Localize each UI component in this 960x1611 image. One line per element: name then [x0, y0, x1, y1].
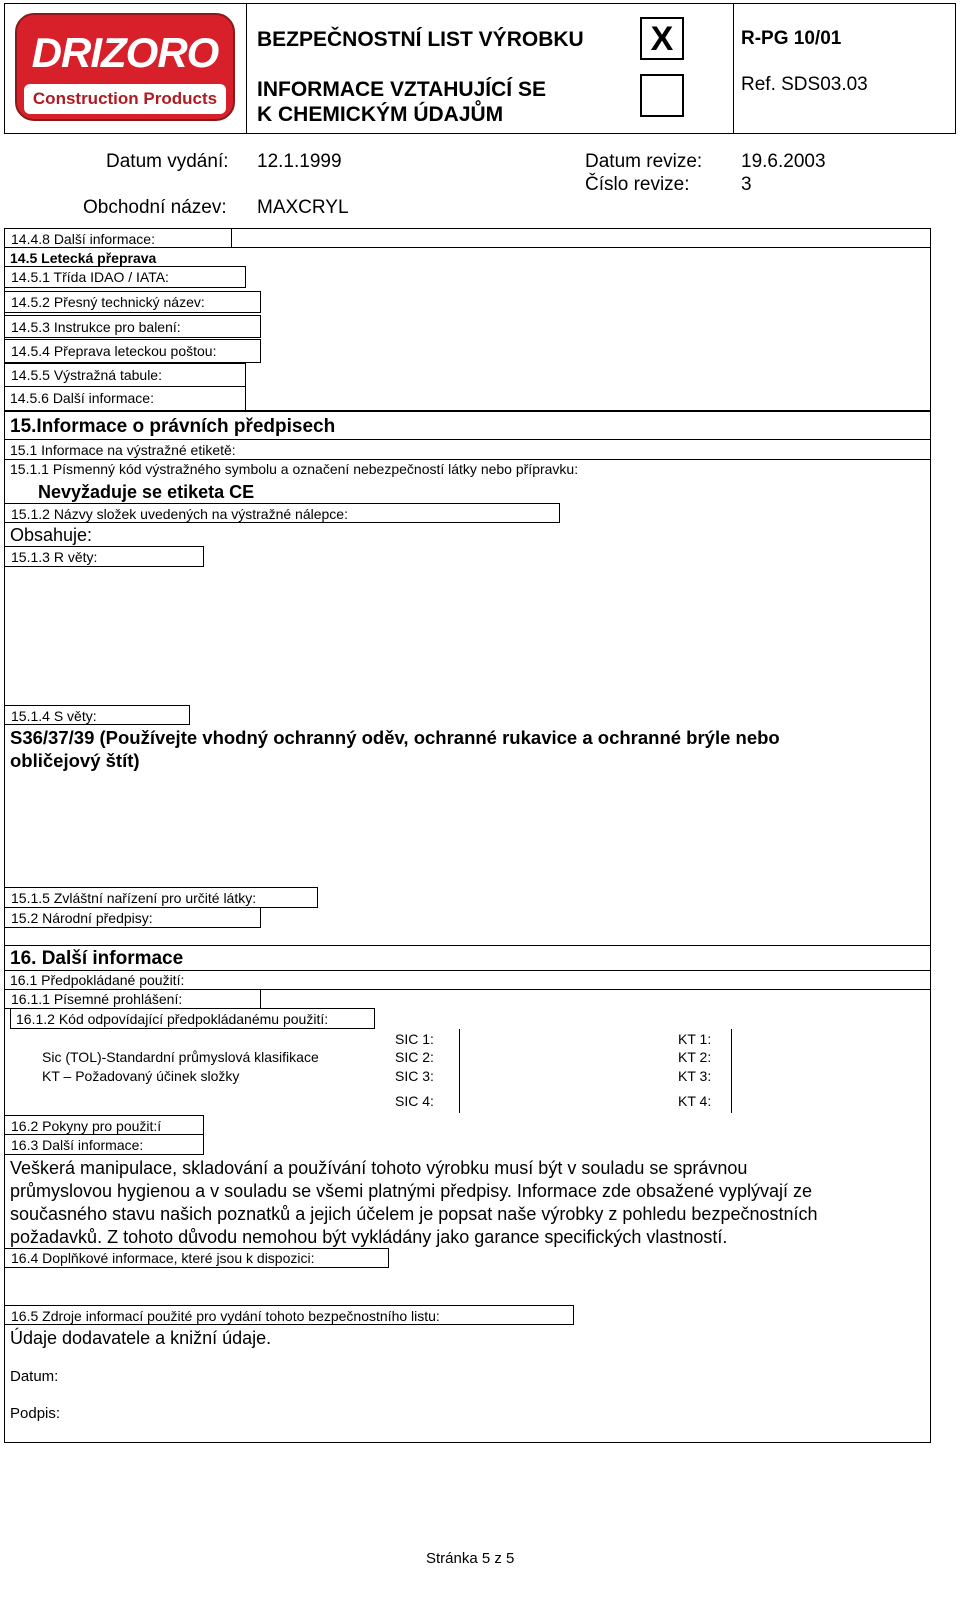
label-15-2: 15.2 Národní předpisy: [11, 910, 153, 926]
kt-column-line [731, 1029, 732, 1113]
checkbox-mark: X [650, 20, 674, 58]
field-16-4 [4, 1248, 389, 1268]
logo-subtext: Construction Products [32, 89, 218, 108]
field-14-5-5 [4, 363, 246, 387]
field-14-5-3 [4, 315, 261, 338]
label-15-1-5: 15.1.5 Zvláštní nařízení pro určité látky: [11, 890, 257, 906]
document-title: BEZPEČNOSTNÍ LIST VÝROBKU [257, 28, 584, 51]
field-15-1-5 [4, 887, 318, 908]
label-14-5-5: 14.5.5 Výstražná tabule: [11, 367, 162, 383]
issue-date-label: Datum vydání: [106, 151, 229, 172]
label-14-5-1: 14.5.1 Třída IDAO / IATA: [11, 269, 169, 285]
label-15-1-3: 15.1.3 R věty: [11, 549, 98, 565]
field-14-5-1 [4, 266, 246, 288]
header-divider-2 [733, 3, 734, 134]
field-15-2 [4, 907, 261, 928]
value-16-5: Údaje dodavatele a knižní údaje. [10, 1328, 272, 1348]
field-15-1-2 [4, 503, 560, 523]
label-16-4: 16.4 Doplňkové informace, které jsou k dispozici: [11, 1250, 315, 1266]
company-logo [14, 12, 236, 122]
revision-number-value: 3 [741, 174, 752, 195]
label-15-1-1: 15.1.1 Písmenný kód výstražného symbolu a označení nebezpečností látky nebo přípravku: [10, 461, 579, 477]
revision-date-value: 19.6.2003 [741, 151, 826, 172]
field-16-3 [4, 1134, 204, 1155]
checkbox-chemical-info[interactable] [640, 74, 684, 117]
label-15-1-2: 15.1.2 Názvy složek uvedených na výstražné nálepce: [11, 506, 348, 522]
sic-description: Sic (TOL)-Standardní průmyslová klasifikace [42, 1049, 319, 1065]
sic-4-label: SIC 4: [395, 1093, 434, 1109]
field-14-5-2 [4, 291, 261, 313]
value-15-1-1: Nevyžaduje se etiketa CE [38, 482, 255, 502]
label-16-1: 16.1 Předpokládané použití: [10, 972, 185, 988]
sic-1-label: SIC 1: [395, 1031, 434, 1047]
trade-name-label: Obchodní název: [83, 197, 227, 218]
value-15-1-2: Obsahuje: [10, 525, 93, 545]
field-15-1-4 [4, 705, 190, 725]
sic-2-label: SIC 2: [395, 1049, 434, 1065]
kt-4-label: KT 4: [678, 1093, 712, 1109]
trade-name-value: MAXCRYL [257, 197, 349, 218]
label-16-1-1: 16.1.1 Písemné prohlášení: [11, 991, 183, 1007]
document-subtitle-line2: K CHEMICKÝM ÚDAJŮM [257, 103, 504, 126]
field-16-1-2 [10, 1008, 375, 1029]
page-number: Stránka 5 z 5 [426, 1550, 515, 1567]
text-16-3-line2: průmyslovou hygienou a v souladu se všemi platnými předpisy. Informace zde obsažené vyplývají ze [10, 1181, 813, 1201]
label-14-5: 14.5 Letecká přeprava [10, 250, 157, 266]
col-line-14 [245, 387, 246, 411]
label-14-5-4: 14.5.4 Přeprava leteckou poštou: [11, 343, 217, 359]
field-14-4-8 [4, 228, 232, 248]
label-14-5-3: 14.5.3 Instrukce pro balení: [11, 319, 181, 335]
label-14-5-2: 14.5.2 Přesný technický název: [11, 294, 205, 310]
label-15-1: 15.1 Informace na výstražné etiketě: [10, 442, 236, 458]
row-line-15-2 [4, 459, 931, 460]
issue-date-value: 12.1.1999 [257, 151, 342, 172]
label-15-1-4: 15.1.4 S věty: [11, 708, 97, 724]
field-16-5 [4, 1305, 574, 1325]
sic-column-line [459, 1029, 460, 1113]
header-divider-1 [246, 3, 247, 134]
row-line-16-1 [4, 970, 931, 971]
text-16-3-line3: současného stavu našich poznatků a jejich účelem je popsat naše výrobky z pohledu bezpečnostních [10, 1204, 818, 1224]
text-16-3-line4: požadavků. Z tohoto důvodu nemohou být vykládány jako garance specifických vlastností. [10, 1227, 728, 1247]
sic-3-label: SIC 3: [395, 1068, 434, 1084]
document-code: R-PG 10/01 [741, 28, 842, 49]
revision-date-label: Datum revize: [585, 151, 703, 172]
text-16-3-line1: Veškerá manipulace, skladování a používání tohoto výrobku musí být v souladu se správnou [10, 1158, 748, 1178]
kt-1-label: KT 1: [678, 1031, 712, 1047]
label-14-4-8: 14.4.8 Další informace: [11, 231, 155, 247]
logo-text: DRIZORO [31, 29, 219, 76]
kt-2-label: KT 2: [678, 1049, 712, 1065]
document-ref: Ref. SDS03.03 [741, 74, 868, 95]
date-label: Datum: [10, 1368, 59, 1385]
value-15-1-4-line2: obličejový štít) [10, 750, 140, 771]
label-16-1-2: 16.1.2 Kód odpovídající předpokládanému použití: [16, 1011, 329, 1027]
row-line-15-1 [4, 439, 931, 440]
field-14-5-4 [4, 339, 261, 363]
label-16-3: 16.3 Další informace: [11, 1137, 144, 1153]
label-14-5-6: 14.5.6 Další informace: [10, 390, 154, 406]
kt-description: KT – Požadovaný účinek složky [42, 1068, 240, 1084]
field-15-1-3 [4, 546, 204, 567]
field-16-1-1 [4, 989, 261, 1009]
label-16-2: 16.2 Pokyny pro použit:í [11, 1118, 162, 1134]
signature-label: Podpis: [10, 1405, 61, 1422]
section-15-heading: 15.Informace o právních předpisech [10, 416, 336, 437]
kt-3-label: KT 3: [678, 1068, 712, 1084]
checkbox-safety-sheet[interactable] [640, 17, 684, 60]
value-15-1-4-line1: S36/37/39 (Používejte vhodný ochranný oděv, ochranné rukavice a ochranné brýle nebo [10, 727, 780, 748]
row-line-1 [4, 247, 931, 248]
revision-number-label: Číslo revize: [585, 174, 690, 195]
document-subtitle-line1: INFORMACE VZTAHUJÍCÍ SE [257, 78, 546, 101]
section-16-heading: 16. Další informace [10, 948, 184, 969]
label-16-5: 16.5 Zdroje informací použité pro vydání tohoto bezpečnostního listu: [11, 1308, 440, 1324]
field-16-2 [4, 1115, 204, 1135]
